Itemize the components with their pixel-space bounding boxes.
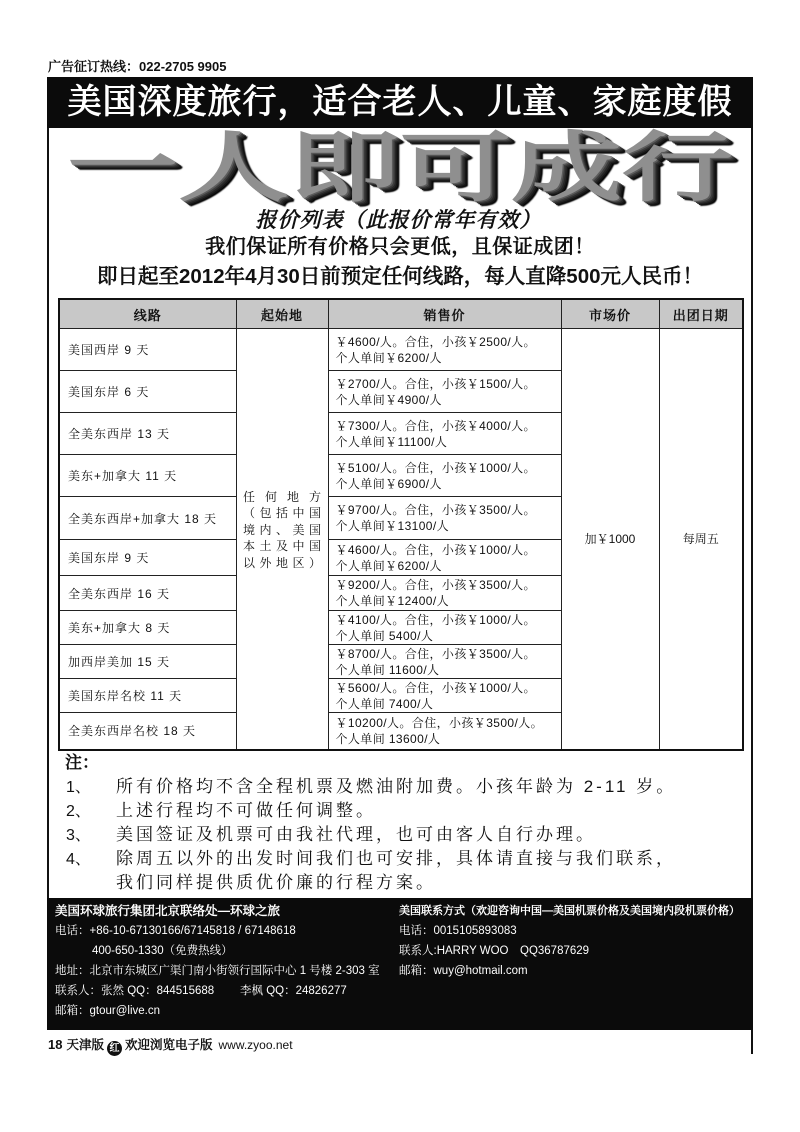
price-table bbox=[58, 298, 744, 751]
table-header-row bbox=[59, 299, 743, 329]
price-single-room: 个人单间 11600/人 bbox=[335, 662, 440, 677]
price-single-room: 个人单间 13600/人 bbox=[335, 731, 441, 746]
note-text: 上述行程均不可做任何调整。 bbox=[116, 801, 376, 820]
price-cell bbox=[328, 576, 561, 611]
price-shared-room: ￥5100/人。合住，小孩￥1000/人。 bbox=[335, 460, 536, 475]
route-cell: 全美东西岸名校 18 天 bbox=[59, 713, 236, 750]
price-shared-room: ￥2700/人。合住，小孩￥1500/人。 bbox=[335, 376, 536, 391]
china-contact bbox=[55, 901, 380, 1021]
route-cell: 美国东岸 6 天 bbox=[59, 371, 236, 413]
page-edge-line bbox=[751, 1030, 753, 1054]
price-single-room: 个人单间￥11100/人 bbox=[335, 434, 448, 449]
price-single-room: 个人单间￥6900/人 bbox=[335, 476, 442, 491]
note-number: 4、 bbox=[66, 851, 91, 868]
price-cell bbox=[328, 329, 561, 371]
route-cell: 美国西岸 9 天 bbox=[59, 329, 236, 371]
route-cell: 美国东岸名校 11 天 bbox=[59, 679, 236, 713]
china-address: 地址：北京市东城区广渠门南小街领行国际中心 1 号楼 2-303 室 bbox=[55, 965, 380, 977]
price-single-room: 个人单间 7400/人 bbox=[335, 696, 434, 711]
price-cell bbox=[328, 713, 561, 750]
top-banner bbox=[47, 77, 753, 128]
note-text: 除周五以外的出发时间我们也可安排，具体请直接与我们联系， bbox=[116, 849, 676, 868]
website-url: www.zyoo.net bbox=[218, 1038, 293, 1052]
price-shared-room: ￥5600/人。合住，小孩￥1000/人。 bbox=[335, 680, 536, 695]
route-cell: 全美东西岸 16 天 bbox=[59, 576, 236, 611]
departure-line: 境内、美国 bbox=[243, 522, 321, 537]
note-number: 3、 bbox=[66, 827, 91, 844]
price-guarantee: 我们保证所有价格只会更低，且保证成团！ bbox=[205, 236, 595, 258]
departure-text bbox=[243, 489, 321, 572]
route-cell: 全美东西岸+加拿大 18 天 bbox=[59, 497, 236, 540]
price-shared-room: ￥10200/人。合住，小孩￥3500/人。 bbox=[335, 715, 544, 730]
edition-label: 天津版 bbox=[66, 1038, 104, 1052]
usa-contact-person-line bbox=[399, 941, 740, 961]
note-text: 我们同样提供质优价廉的行程方案。 bbox=[116, 873, 436, 892]
departure-line: （包括中国 bbox=[243, 506, 321, 520]
main-title-text: 一人即可成行 bbox=[67, 126, 733, 211]
china-hotline: 400-650-1330（免费热线） bbox=[92, 945, 233, 957]
departure-cell bbox=[236, 329, 328, 750]
contact-person-2: 李枫 QQ：24826277 bbox=[240, 985, 347, 997]
price-shared-room: ￥8700/人。合住，小孩￥3500/人。 bbox=[335, 646, 536, 661]
contact-box bbox=[47, 898, 753, 1030]
price-cell bbox=[328, 371, 561, 413]
col-header-market-price: 市场价 bbox=[561, 299, 659, 329]
price-shared-room: ￥9700/人。合住，小孩￥3500/人。 bbox=[335, 503, 536, 517]
route-cell: 美国东岸 9 天 bbox=[59, 540, 236, 576]
usa-contact-title: 美国联系方式（欢迎咨询中国—美国机票价格及美国境内段机票价格） bbox=[399, 905, 740, 917]
price-single-room: 个人单间￥6200/人 bbox=[335, 558, 442, 573]
notes-list bbox=[66, 775, 750, 895]
browse-label: 欢迎浏览电子版 bbox=[124, 1038, 213, 1052]
price-list-subtitle-text: 报价列表（此报价常年有效） bbox=[254, 209, 546, 232]
departure-line: 以外地区） bbox=[243, 555, 321, 570]
price-single-room: 个人单间￥13100/人 bbox=[335, 519, 450, 533]
notes-title: 注： bbox=[65, 753, 99, 772]
col-header-departure: 起始地 bbox=[236, 299, 328, 329]
col-header-route: 线路 bbox=[59, 299, 236, 329]
price-cell bbox=[328, 455, 561, 497]
note-continuation bbox=[66, 871, 750, 895]
promo-discount: 即日起至2012年4月30日前预定任何线路，每人直降500元人民币！ bbox=[96, 265, 703, 288]
col-header-sale-price: 销售价 bbox=[328, 299, 561, 329]
price-cell bbox=[328, 540, 561, 576]
note-text: 美国签证及机票可由我社代理，也可由客人自行办理。 bbox=[116, 825, 596, 844]
usa-contact-person: 联系人:HARRY WOO bbox=[399, 945, 509, 957]
market-price-cell: 加￥1000 bbox=[561, 329, 659, 750]
usa-email: 邮箱：wuy@hotmail.com bbox=[399, 965, 528, 977]
note-number: 2、 bbox=[66, 803, 91, 820]
price-shared-room: ￥4100/人。合住，小孩￥1000/人。 bbox=[335, 612, 536, 627]
china-phone: 电话：+86-10-67130166/67145818 / 67148618 bbox=[55, 925, 296, 937]
price-single-room: 个人单间 5400/人 bbox=[335, 628, 434, 643]
banner-text: 美国深度旅行，适合老人、儿童、家庭度假 bbox=[67, 83, 733, 121]
main-title bbox=[49, 127, 751, 211]
price-cell bbox=[328, 645, 561, 679]
china-contact-title: 美国环球旅行集团北京联络处—环球之旅 bbox=[55, 904, 281, 918]
price-single-room: 个人单间￥12400/人 bbox=[335, 594, 450, 608]
usa-qq: QQ36787629 bbox=[520, 945, 590, 957]
price-single-room: 个人单间￥4900/人 bbox=[335, 392, 442, 407]
note-text: 所有价格均不含全程机票及燃油附加费。小孩年龄为 2-11 岁。 bbox=[116, 777, 677, 796]
note-number: 1、 bbox=[66, 779, 91, 796]
route-cell: 加西岸美加 15 天 bbox=[59, 645, 236, 679]
departure-line: 本土及中国 bbox=[243, 539, 321, 553]
china-email: 邮箱：gtour@live.cn bbox=[55, 1005, 160, 1017]
price-shared-room: ￥4600/人。合住，小孩￥1000/人。 bbox=[335, 542, 536, 557]
price-list-subtitle bbox=[49, 208, 751, 234]
price-cell bbox=[328, 497, 561, 540]
route-cell: 美东+加拿大 11 天 bbox=[59, 455, 236, 497]
price-cell bbox=[328, 413, 561, 455]
col-header-schedule: 出团日期 bbox=[659, 299, 743, 329]
contact-person-1: 联系人：张然 QQ：844515688 bbox=[55, 985, 215, 997]
route-cell: 美东+加拿大 8 天 bbox=[59, 611, 236, 645]
page-footer bbox=[48, 1036, 293, 1054]
usa-contact bbox=[399, 901, 740, 981]
newspaper-logo-icon: 红 bbox=[107, 1041, 122, 1056]
china-contact-persons bbox=[55, 981, 380, 1001]
usa-phone: 电话：0015105893083 bbox=[399, 925, 517, 937]
price-cell bbox=[328, 611, 561, 645]
page-number: 18 bbox=[48, 1037, 63, 1052]
price-single-room: 个人单间￥6200/人 bbox=[335, 350, 442, 365]
note-item bbox=[66, 847, 750, 871]
price-cell bbox=[328, 679, 561, 713]
table-row bbox=[59, 329, 743, 371]
price-shared-room: ￥7300/人。合住，小孩￥4000/人。 bbox=[335, 418, 536, 433]
departure-line: 任何地方 bbox=[243, 489, 321, 504]
note-item bbox=[66, 775, 750, 799]
price-shared-room: ￥4600/人。合住，小孩￥2500/人。 bbox=[335, 334, 536, 349]
note-item bbox=[66, 823, 750, 847]
ad-hotline: 广告征订热线：022-2705 9905 bbox=[48, 59, 227, 74]
note-item bbox=[66, 799, 750, 823]
route-cell: 全美东西岸 13 天 bbox=[59, 413, 236, 455]
price-shared-room: ￥9200/人。合住，小孩￥3500/人。 bbox=[335, 578, 536, 592]
schedule-cell: 每周五 bbox=[659, 329, 743, 750]
